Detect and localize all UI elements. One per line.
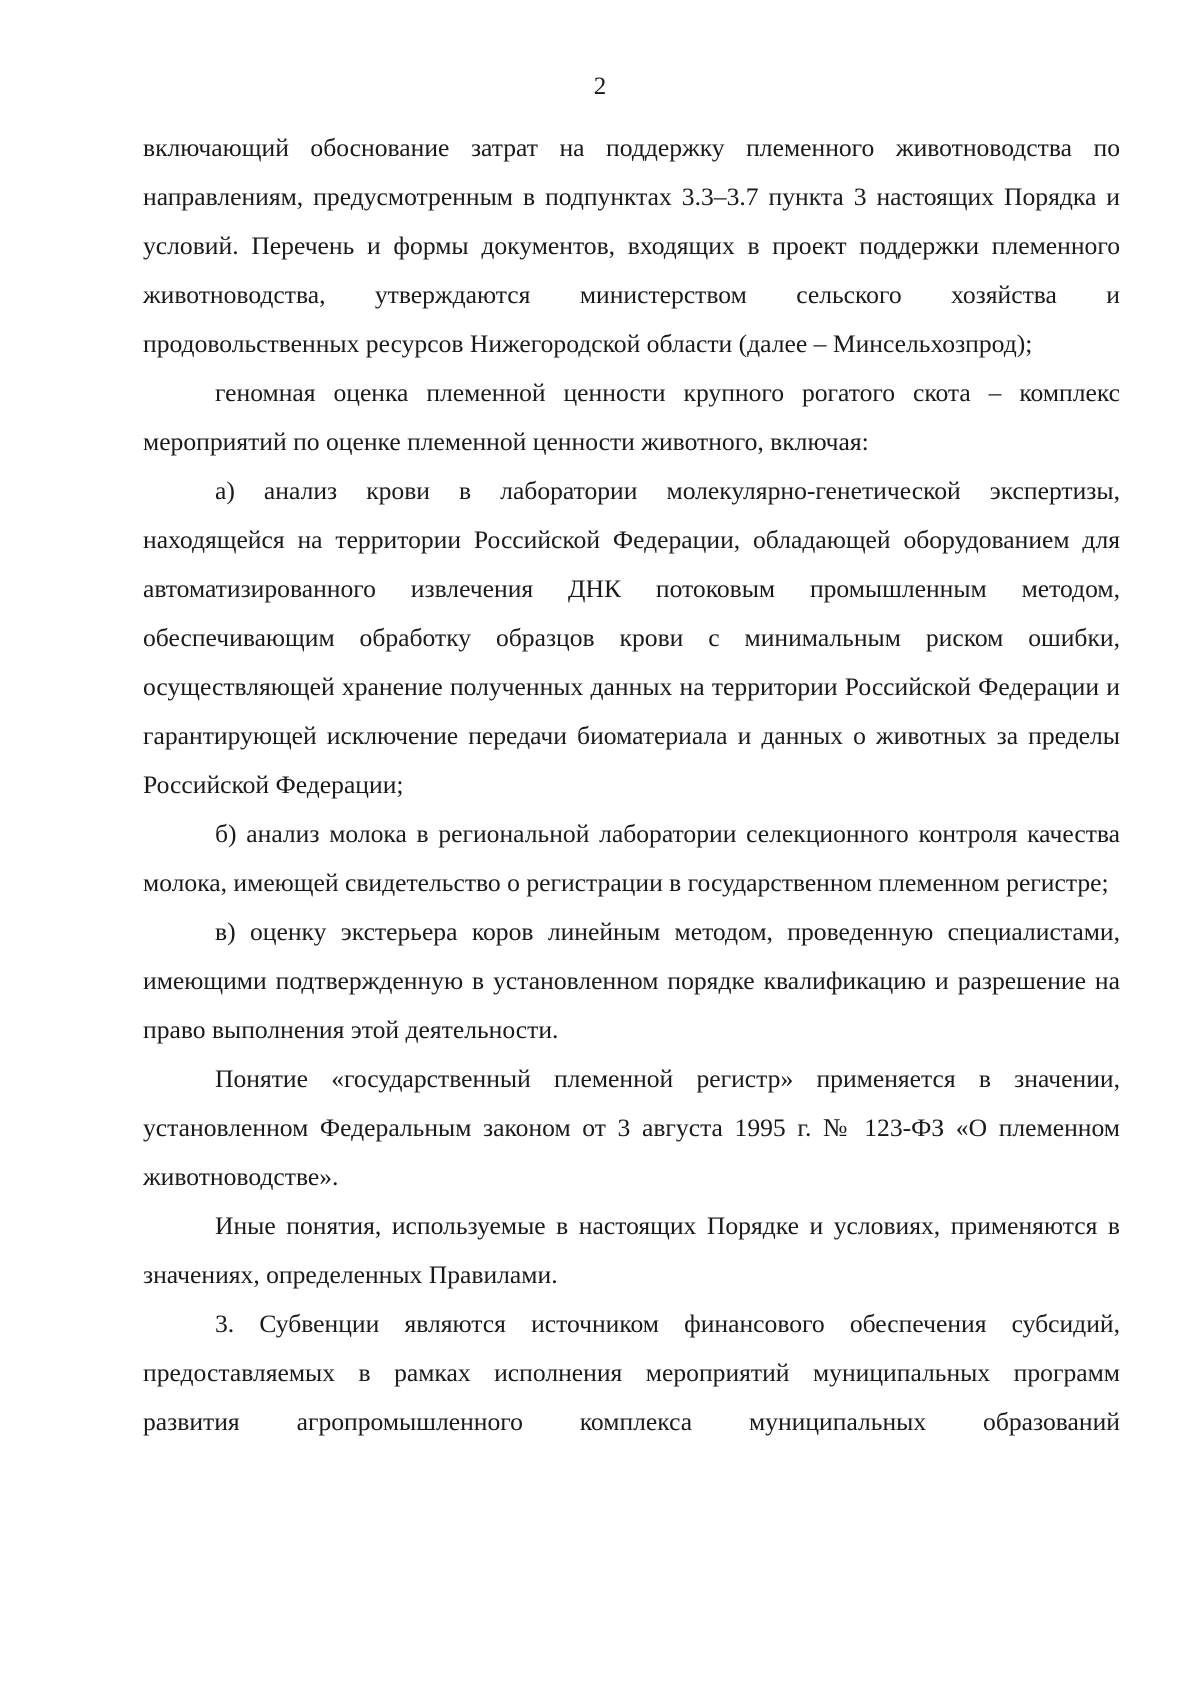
paragraph-point-3: 3. Субвенции являются источником финансового обеспечения субсидий, предоставляемых в рамках исполнения мероприятий муниципальных программ развития агропромышленного комплекса муниципальных образований [143, 1309, 1120, 1436]
paragraph-genomic-assessment: геномная оценка племенной ценности крупного рогатого скота – комплекс мероприятий по оценке племенной ценности животного, включая: [143, 378, 1120, 456]
paragraph-other-terms: Иные понятия, используемые в настоящих Порядке и условиях, применяются в значениях, определенных Правилами. [143, 1211, 1120, 1289]
paragraph-item-b: б) анализ молока в региональной лаборатории селекционного контроля качества молока, имеющей свидетельство о регистрации в государственном племенном регистре; [143, 819, 1120, 897]
paragraph-item-v: в) оценку экстерьера коров линейным методом, проведенную специалистами, имеющими подтвержденную в установленном порядке квалификацию и разрешение на право выполнения этой деятельности. [143, 917, 1120, 1044]
document-body [143, 123, 1120, 1446]
paragraph-item-a: а) анализ крови в лаборатории молекулярно-генетической экспертизы, находящейся на территории Российской Федерации, обладающей оборудованием для автоматизированного извлечения ДНК потоковым промышленным методом, обеспечивающим обработку образцов крови с минимальным риском ошибки, осуществляющей хранение полученных данных на территории Российской Федерации и гарантирующей исключение передачи биоматериала и данных о животных за пределы Российской Федерации; [143, 476, 1120, 799]
paragraph-continuation: включающий обоснование затрат на поддержку племенного животноводства по направлениям, предусмотренным в подпунктах 3.3–3.7 пункта 3 настоящих Порядка и условий. Перечень и формы документов, входящих в проект поддержки племенного животноводства, утверждаются министерством сельского хозяйства и продовольственных ресурсов Нижегородской области (далее – Минсельхозпрод); [143, 133, 1120, 358]
paragraph-registry-definition: Понятие «государственный племенной регистр» применяется в значении, установленном Федеральным законом от 3 августа 1995 г. № 123-ФЗ «О племенном животноводстве». [143, 1064, 1120, 1191]
page-number: 2 [593, 73, 607, 100]
